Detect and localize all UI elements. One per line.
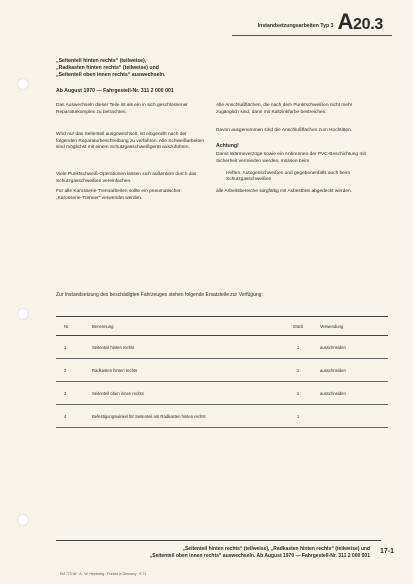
cell-name: Radkasten hinten rechts	[92, 367, 138, 373]
imprint: EM 773 06 · A · W. Heydeling · Printed in Germany · 8 71	[60, 572, 147, 576]
right-paragraph: Alle Anschlußflächen, die nach dem Punktschweißen nicht mehr zugänglich sind, dann mit Kaltzinkfarbe bestreichen.	[216, 103, 353, 115]
header-label: Instandsetzungsarbeiten Typ 3	[257, 23, 334, 29]
col-header-name: Benennung	[92, 323, 114, 329]
cell-name: Seitenteil hinten rechts	[92, 344, 135, 350]
cell-use: ausschneiden	[320, 344, 346, 350]
col-header-qty: Stück	[292, 323, 304, 329]
table-row	[56, 382, 388, 405]
col-header-use: Verwendung	[320, 323, 344, 329]
right-paragraph-indented: Heften, Autogenschweißen und gegebenenfalls auch beim Schutzgasschweißen	[226, 170, 351, 183]
right-paragraph: alle Arbeitsbereiche sorgfältig mit Asbestbrei abgedeckt werden.	[216, 188, 352, 194]
binder-hole-middle	[17, 308, 29, 320]
parts-intro: Zur Instandsetzung des beschädigten Fahrzeuges stehen folgende Ersatzteile zur Verfügung:	[56, 292, 263, 298]
cell-name: Seitenteil oben innen rechts	[92, 390, 144, 396]
footer-line: „Seitenteil oben innen rechts“ auswechseln. Ab August 1970 — Fahrgestell-Nr. 311 2 000 001	[149, 553, 370, 560]
page-number: 17-1	[380, 548, 395, 555]
page-title	[56, 58, 236, 78]
footer-rule	[56, 540, 381, 541]
cell-name: Befestigungswinkel für Seitenteil am Radkasten hinten rechts	[92, 413, 206, 419]
title-line: „Radkasten hinten rechts“ (teilweise) und	[56, 64, 159, 71]
binder-hole-bottom	[17, 514, 29, 526]
cell-qty: 1	[296, 344, 300, 350]
table-row	[56, 359, 388, 382]
cell-use: ausschneiden	[320, 367, 346, 373]
table-row	[56, 405, 388, 428]
right-paragraph: Damit Wärmeverzüge sowie ein Anbrennen der PVC-Beschichtung mit Sicherheit vermieden werden, müssen beim	[216, 152, 366, 164]
right-column	[216, 103, 376, 195]
cell-qty: 1	[296, 390, 300, 396]
title-line: „Seitenteil hinten rechts“ (teilweise),	[56, 58, 147, 64]
cell-nr: 4	[64, 413, 67, 419]
title-line: „Seitenteil oben innen rechts“ auswechseln.	[56, 71, 166, 78]
header-code	[337, 9, 383, 34]
col-header-nr: Nr.	[64, 323, 70, 329]
footer-line: „Seitenteil hinten rechts“ (teilweise), „Radkasten hinten rechts“ (teilweise) und	[182, 546, 370, 552]
header-code-letter: A	[337, 9, 354, 34]
header-rule	[232, 35, 392, 36]
right-paragraph: Davon ausgenommen sind die Anschlußflächen zum Hochtitten.	[216, 128, 352, 134]
cell-qty: 1	[296, 367, 300, 373]
left-column	[56, 103, 208, 202]
footer-title	[85, 546, 370, 561]
left-paragraph: Das Auswechseln dieser Teile ist als ein in sich geschlossener Reparaturkomplex zu betrachten.	[56, 103, 188, 115]
page-subtitle: Ab August 1970 — Fahrgestell-Nr. 311 2 000 001	[56, 88, 174, 94]
cell-use: ausschneiden	[320, 390, 346, 396]
table-row	[56, 336, 388, 359]
page-header	[257, 9, 383, 34]
cell-qty: 1	[296, 413, 300, 419]
cell-nr: 3	[64, 390, 67, 396]
cell-nr: 2	[64, 367, 67, 373]
left-paragraph: Viele Punktschweiß-Operationen lassen sich außerdem durch das Schutzgasschweißen vereinfachen.	[56, 171, 197, 184]
binder-hole-top	[17, 78, 29, 90]
cell-nr: 1	[64, 344, 67, 350]
header-code-number: 20.3	[353, 16, 383, 33]
left-paragraph: Für alle Karosserie-Trennarbeiten sollte ein pneumatischer „Karosserie-Trenner“ verwendet werden.	[56, 189, 181, 201]
left-paragraph: Wird nur das Seitenteil ausgewechselt, ist eingenellt nach der folgenden Reparaturbeschreibung zu verfahren. Alle Schweißarbeiten sind möglichst mit einem Schutzgasschweißgerät auszuführen.	[56, 132, 204, 151]
table-header-row	[56, 317, 388, 335]
warning-heading: Achtung!	[216, 142, 239, 149]
parts-table	[56, 316, 388, 428]
